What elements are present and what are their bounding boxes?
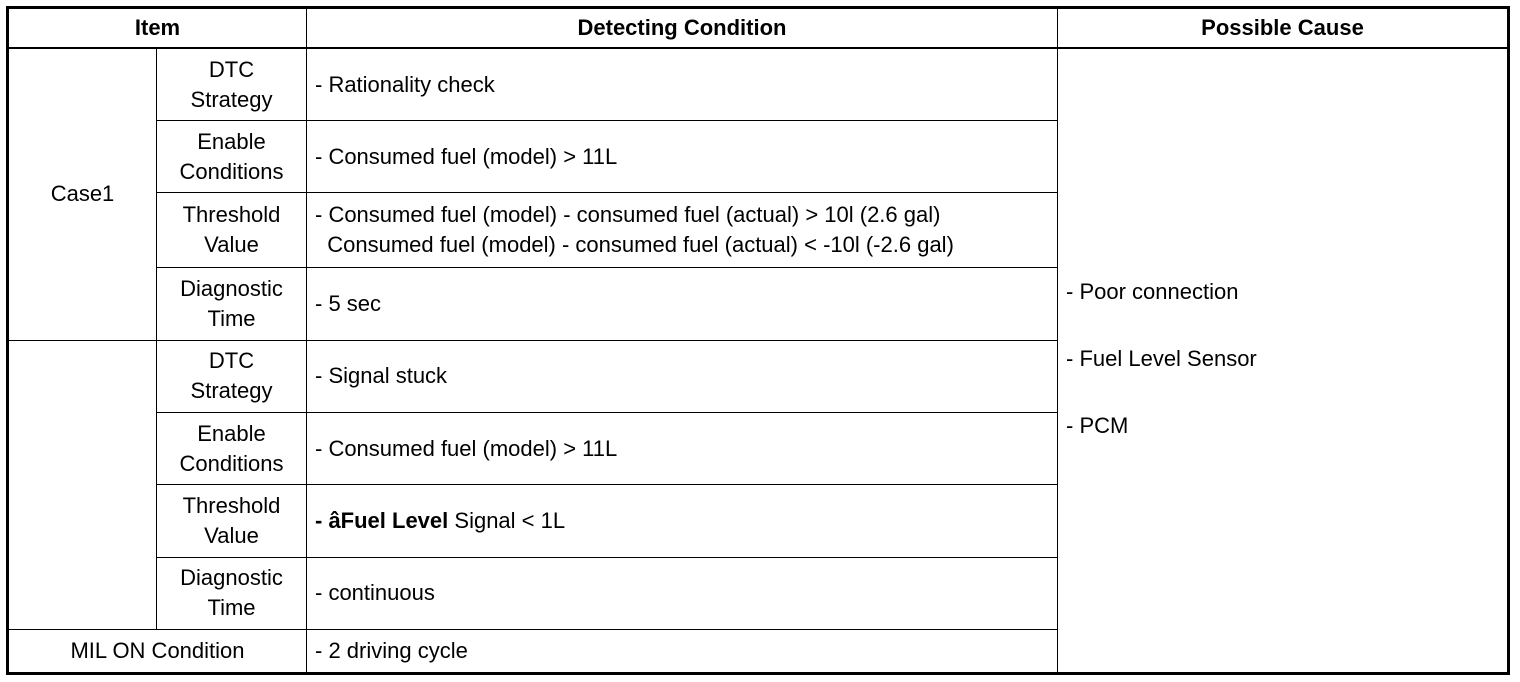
case1-threshold-value-label xyxy=(157,193,307,268)
label-line: Diagnostic xyxy=(180,276,283,302)
label-line: DTC xyxy=(208,56,255,82)
case1-dtc-strategy-value: - Rationality check xyxy=(307,48,1058,120)
case1-diagnostic-time-value: - 5 sec xyxy=(307,268,1058,340)
cause-item: - PCM xyxy=(1066,413,1129,439)
cause-item: - Poor connection xyxy=(1066,279,1239,305)
table-wrapper xyxy=(6,6,1510,675)
header-detecting-condition: Detecting Condition xyxy=(307,8,1058,49)
mil-on-value: - 2 driving cycle xyxy=(307,629,1058,673)
case2-label xyxy=(8,340,157,629)
case2-enable-conditions-value: - Consumed fuel (model) > 11L xyxy=(307,412,1058,484)
case2-enable-conditions-label xyxy=(157,412,307,484)
label-line: Enable xyxy=(197,128,266,154)
header-item: Item xyxy=(8,8,307,49)
label-line: Strategy xyxy=(190,86,273,112)
case2-dtc-strategy-label xyxy=(157,340,307,412)
table-row xyxy=(8,48,1509,120)
dtc-condition-table xyxy=(6,6,1510,675)
label-line: Time xyxy=(207,306,256,332)
case1-label: Case1 xyxy=(8,48,157,340)
label-line: Threshold xyxy=(182,202,281,228)
header-row xyxy=(8,8,1509,49)
label-line: Conditions xyxy=(179,450,284,476)
label-line: Time xyxy=(207,595,256,621)
label-line: Diagnostic xyxy=(180,565,283,591)
threshold-suffix: Signal < 1L xyxy=(448,507,566,533)
label-line: Value xyxy=(204,522,259,548)
case1-dtc-strategy-label xyxy=(157,48,307,120)
label-line: Enable xyxy=(197,420,266,446)
label-line: Strategy xyxy=(190,378,273,404)
case2-diagnostic-time-label xyxy=(157,557,307,629)
case2-threshold-value-value xyxy=(307,485,1058,557)
case1-enable-conditions-label xyxy=(157,120,307,192)
possible-cause-cell xyxy=(1058,48,1509,673)
case1-diagnostic-time-label xyxy=(157,268,307,340)
header-possible-cause: Possible Cause xyxy=(1058,8,1509,49)
label-line: DTC xyxy=(208,348,255,374)
threshold-line: - Consumed fuel (model) - consumed fuel (actual) > 10l (2.6 gal) xyxy=(315,202,941,228)
threshold-line: Consumed fuel (model) - consumed fuel (actual) < -10l (-2.6 gal) xyxy=(315,232,954,258)
case1-threshold-value-value xyxy=(307,193,1058,268)
case2-threshold-value-label xyxy=(157,485,307,557)
threshold-prefix: - âFuel Level xyxy=(315,507,449,533)
case2-dtc-strategy-value: - Signal stuck xyxy=(307,340,1058,412)
cause-item: - Fuel Level Sensor xyxy=(1066,346,1257,372)
label-line: Threshold xyxy=(182,492,281,518)
case2-diagnostic-time-value: - continuous xyxy=(307,557,1058,629)
label-line: Value xyxy=(204,232,259,258)
case1-enable-conditions-value: - Consumed fuel (model) > 11L xyxy=(307,120,1058,192)
label-line: Conditions xyxy=(179,158,284,184)
mil-on-label: MIL ON Condition xyxy=(8,629,307,673)
